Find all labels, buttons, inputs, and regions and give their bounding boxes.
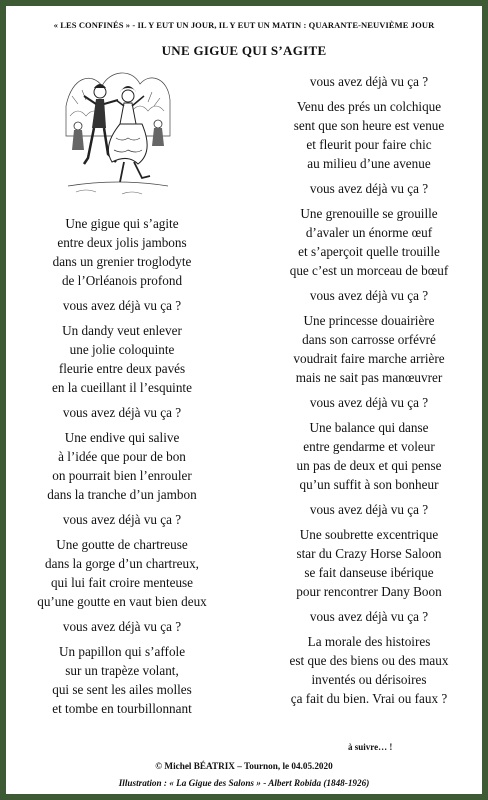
verse-line: on pourrait bien l’enrouler [52, 468, 192, 483]
refrain-line: vous avez déjà vu ça ? [309, 181, 429, 196]
verse-line: et s’aperçoit quelle trouille [298, 244, 440, 259]
verse-line: est que des biens ou des maux [289, 653, 449, 668]
poem-right-column [274, 72, 464, 714]
verse-line: dans un grenier troglodyte [52, 254, 192, 269]
verse-line: fleurie entre deux pavés [58, 361, 186, 376]
verse-line: en la cueillant il l’esquinte [52, 380, 192, 395]
page-content [16, 16, 472, 788]
verse-line: et fleurit pour faire chic [306, 137, 432, 152]
stanza [274, 97, 464, 173]
verse-line: au milieu d’une avenue [307, 156, 431, 171]
verse-line: Une balance qui danse [309, 420, 429, 435]
poem-title: UNE GIGUE QUI S’AGITE [161, 43, 327, 58]
stanza [34, 214, 210, 290]
refrain-line: vous avez déjà vu ça ? [309, 502, 429, 517]
poem-left-column [34, 214, 210, 724]
author-credit: © Michel BÉATRIX – Tournon, le 04.05.2020 [155, 761, 333, 771]
verse-line: un pas de deux et qui pense [296, 458, 442, 473]
verse-line: mais ne sait pas manœuvrer [295, 370, 443, 385]
verse-line: dans la gorge d’un chartreux, [45, 556, 199, 571]
verse-line: qui se sent les ailes molles [52, 682, 192, 697]
series-header: « LES CONFINÉS » - IL Y EUT UN JOUR, IL Y EUT UN MATIN : QUARANTE-NEUVIÈME JOUR [53, 20, 435, 30]
stanza [34, 535, 210, 611]
verse-line: que c’est un morceau de bœuf [289, 263, 449, 278]
verse-line: inventés ou dérisoires [311, 672, 427, 687]
refrain-line: vous avez déjà vu ça ? [309, 288, 429, 303]
verse-line: Venu des prés un colchique [296, 99, 442, 114]
verse-line: pour rencontrer Dany Boon [296, 584, 442, 599]
stanza [34, 321, 210, 397]
verse-line: à l’idée que pour de bon [58, 449, 186, 464]
stanza [34, 642, 210, 718]
verse-line: Un papillon qui s’affole [58, 644, 186, 659]
verse-line: dans la tranche d’un jambon [47, 487, 197, 502]
stanza [274, 311, 464, 387]
verse-line: La morale des histoires [307, 634, 431, 649]
verse-line: Une princesse douairière [303, 313, 435, 328]
verse-line: se fait danseuse ibérique [304, 565, 434, 580]
verse-line: Une gigue qui s’agite [65, 216, 179, 231]
refrain-line: vous avez déjà vu ça ? [309, 609, 429, 624]
verse-line: qu’une goutte en vaut bien deux [37, 594, 207, 609]
verse-line: entre gendarme et voleur [303, 439, 435, 454]
refrain-line: vous avez déjà vu ça ? [62, 298, 182, 313]
refrain-line: vous avez déjà vu ça ? [309, 395, 429, 410]
stanza [274, 418, 464, 494]
refrain-line: vous avez déjà vu ça ? [62, 619, 182, 634]
verse-line: sent que son heure est venue [293, 118, 445, 133]
refrain-line: vous avez déjà vu ça ? [62, 405, 182, 420]
verse-line: ça fait du bien. Vrai ou faux ? [290, 691, 448, 706]
verse-line: Une endive qui salive [64, 430, 180, 445]
stanza [274, 204, 464, 280]
verse-line: et tombe en tourbillonnant [52, 701, 192, 716]
verse-line: dans son carrosse orfévré [302, 332, 436, 347]
refrain-line: vous avez déjà vu ça ? [62, 512, 182, 527]
verse-line: qui lui fait croire menteuse [50, 575, 194, 590]
verse-line: Une goutte de chartreuse [56, 537, 188, 552]
verse-line: Un dandy veut enlever [62, 323, 182, 338]
verse-line: sur un trapèze volant, [65, 663, 179, 678]
verse-line: une jolie coloquinte [69, 342, 175, 357]
stanza [274, 632, 464, 708]
illustration-credit: Illustration : « La Gigue des Salons » - Albert Robida (1848-1926) [118, 778, 370, 788]
refrain-line: vous avez déjà vu ça ? [309, 74, 429, 89]
verse-line: de l’Orléanois profond [61, 273, 183, 288]
verse-line: Une grenouille se grouille [300, 206, 438, 221]
stanza [274, 525, 464, 601]
verse-line: voudrait faire marche arrière [293, 351, 445, 366]
verse-line: Une soubrette excentrique [299, 527, 439, 542]
verse-line: entre deux jolis jambons [57, 235, 187, 250]
dance-illustration [62, 66, 174, 201]
verse-line: star du Crazy Horse Saloon [296, 546, 442, 561]
verse-line: qu’un suffit à son bonheur [299, 477, 439, 492]
verse-line: d’avaler un énorme œuf [305, 225, 433, 240]
to-be-continued: à suivre… ! [348, 742, 393, 752]
stanza [34, 428, 210, 504]
